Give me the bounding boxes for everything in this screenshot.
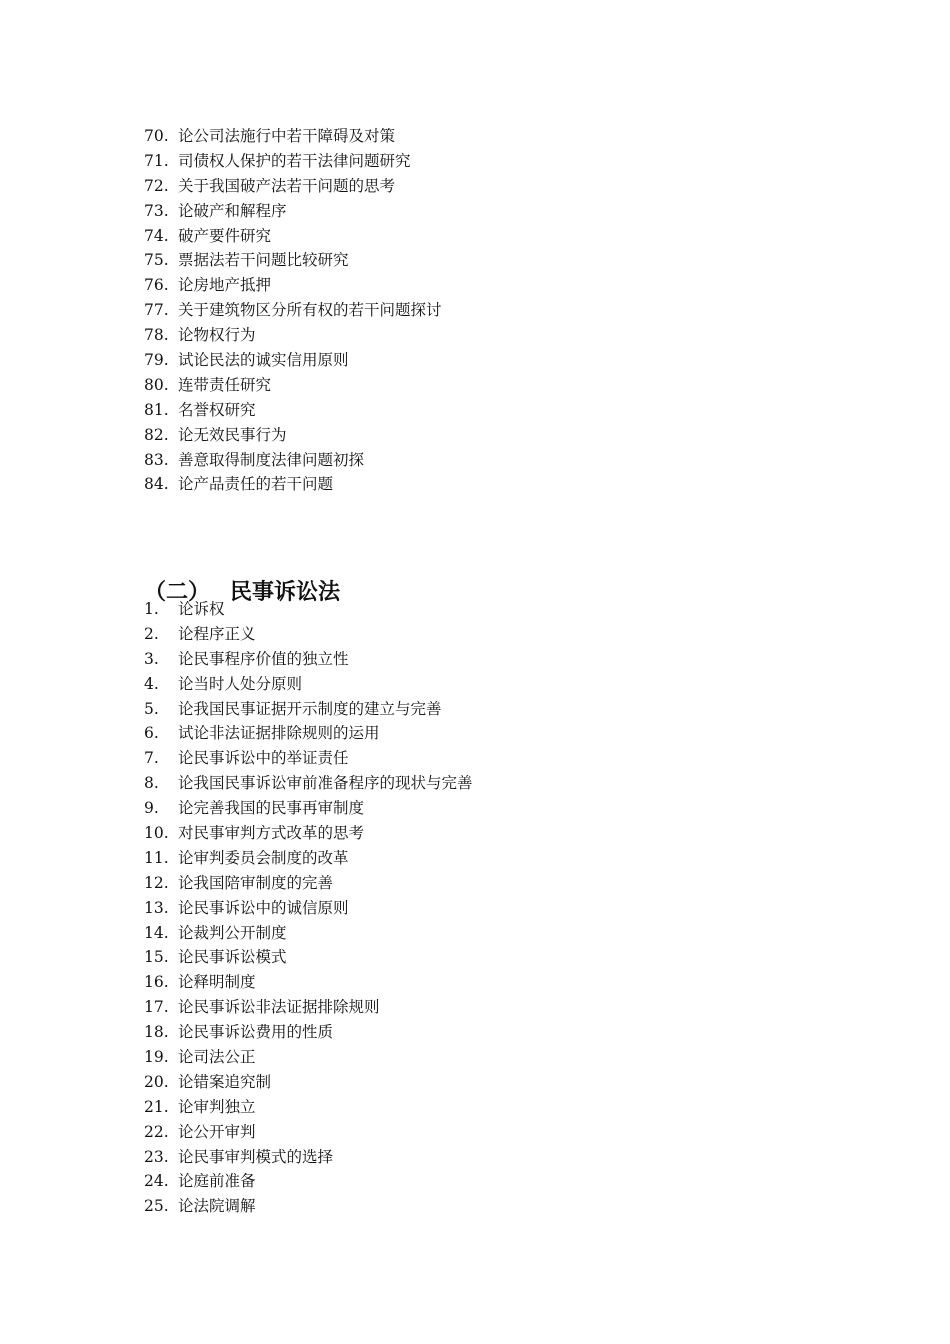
item-text: 论法院调解 <box>178 1197 256 1216</box>
item-number: 5. <box>144 699 159 718</box>
list-item <box>144 323 442 348</box>
section-heading-title: 民事诉讼法 <box>230 579 341 606</box>
list-item <box>144 1020 473 1045</box>
list-item <box>144 373 442 398</box>
item-text: 论释明制度 <box>178 973 256 992</box>
list-item <box>144 622 473 647</box>
item-number: 1. <box>144 600 159 618</box>
item-text: 试论非法证据排除规则的运用 <box>178 724 380 743</box>
item-text: 论裁判公开制度 <box>178 923 287 942</box>
item-text: 关于建筑物区分所有权的若干问题探讨 <box>178 301 442 320</box>
item-number: 13. <box>144 898 169 917</box>
list-item <box>144 1120 473 1145</box>
item-number: 10. <box>144 824 169 843</box>
item-text: 论审判委员会制度的改革 <box>178 848 349 867</box>
item-number: 25. <box>144 1197 169 1216</box>
list-item <box>144 821 473 846</box>
list-item <box>144 1145 473 1170</box>
list-item <box>144 647 473 672</box>
item-number: 79. <box>144 351 169 370</box>
item-number: 4. <box>144 674 159 693</box>
item-number: 8. <box>144 774 159 793</box>
list-item <box>144 1045 473 1070</box>
item-text: 连带责任研究 <box>178 375 272 394</box>
item-number: 80. <box>144 375 169 394</box>
item-number: 12. <box>144 873 169 892</box>
list-item <box>144 846 473 871</box>
list-item <box>144 348 442 373</box>
list-item <box>144 149 442 174</box>
item-number: 24. <box>144 1172 169 1191</box>
item-text: 关于我国破产法若干问题的思考 <box>178 176 396 195</box>
item-number: 17. <box>144 998 169 1017</box>
item-text: 论民事审判模式的选择 <box>178 1147 334 1166</box>
item-text: 论公开审判 <box>178 1122 256 1141</box>
item-text: 论庭前准备 <box>178 1172 256 1191</box>
item-text: 对民事审判方式改革的思考 <box>178 824 365 843</box>
list-item <box>144 248 442 273</box>
list-item <box>144 448 442 473</box>
item-number: 21. <box>144 1097 169 1116</box>
list-item <box>144 174 442 199</box>
item-number: 82. <box>144 425 169 444</box>
item-number: 7. <box>144 749 159 768</box>
item-text: 论我国陪审制度的完善 <box>178 873 334 892</box>
item-text: 试论民法的诚实信用原则 <box>178 351 349 370</box>
list-item <box>144 398 442 423</box>
list-item <box>144 1194 473 1219</box>
item-text: 论诉权 <box>178 600 225 618</box>
item-number: 9. <box>144 799 159 818</box>
item-text: 善意取得制度法律问题初探 <box>178 450 365 469</box>
item-text: 论程序正义 <box>178 624 256 643</box>
list-item <box>144 597 473 622</box>
item-text: 论审判独立 <box>178 1097 256 1116</box>
item-text: 论破产和解程序 <box>178 201 287 220</box>
item-text: 论当时人处分原则 <box>178 674 303 693</box>
item-text: 论民事诉讼非法证据排除规则 <box>178 998 380 1017</box>
item-number: 11. <box>144 848 169 867</box>
list-item <box>144 796 473 821</box>
item-text: 论我国民事诉讼审前准备程序的现状与完善 <box>178 774 473 793</box>
item-number: 75. <box>144 251 169 270</box>
item-text: 论民事诉讼费用的性质 <box>178 1023 334 1042</box>
item-text: 论错案追究制 <box>178 1072 272 1091</box>
item-number: 15. <box>144 948 169 967</box>
list-item <box>144 1169 473 1194</box>
list-item <box>144 423 442 448</box>
topic-list-top <box>144 124 442 497</box>
item-number: 20. <box>144 1072 169 1091</box>
item-number: 16. <box>144 973 169 992</box>
item-number: 71. <box>144 151 169 170</box>
item-number: 19. <box>144 1048 169 1067</box>
item-text: 论产品责任的若干问题 <box>178 475 334 494</box>
section-heading-number: （二） <box>144 579 211 606</box>
item-text: 论房地产抵押 <box>178 276 272 295</box>
list-item <box>144 672 473 697</box>
list-item <box>144 224 442 249</box>
list-item <box>144 472 442 497</box>
item-number: 74. <box>144 226 169 245</box>
item-text: 司债权人保护的若干法律问题研究 <box>178 151 411 170</box>
list-item <box>144 970 473 995</box>
item-text: 论公司法施行中若干障碍及对策 <box>178 127 396 145</box>
list-item <box>144 1070 473 1095</box>
list-item <box>144 746 473 771</box>
item-text: 名誉权研究 <box>178 400 256 419</box>
item-number: 72. <box>144 176 169 195</box>
list-item <box>144 995 473 1020</box>
item-text: 论司法公正 <box>178 1048 256 1067</box>
item-text: 论无效民事行为 <box>178 425 287 444</box>
item-number: 77. <box>144 301 169 320</box>
item-text: 破产要件研究 <box>178 226 272 245</box>
item-text: 论民事程序价值的独立性 <box>178 649 349 668</box>
item-number: 81. <box>144 400 169 419</box>
item-number: 18. <box>144 1023 169 1042</box>
item-text: 论我国民事证据开示制度的建立与完善 <box>178 699 442 718</box>
item-number: 83. <box>144 450 169 469</box>
list-item <box>144 771 473 796</box>
item-number: 14. <box>144 923 169 942</box>
item-number: 2. <box>144 624 159 643</box>
item-number: 22. <box>144 1122 169 1141</box>
list-item <box>144 921 473 946</box>
list-item <box>144 273 442 298</box>
item-text: 论民事诉讼中的诚信原则 <box>178 898 349 917</box>
list-item <box>144 721 473 746</box>
list-item <box>144 871 473 896</box>
list-item <box>144 298 442 323</box>
list-item <box>144 124 442 149</box>
item-number: 3. <box>144 649 159 668</box>
list-item <box>144 199 442 224</box>
list-item <box>144 945 473 970</box>
item-number: 78. <box>144 326 169 345</box>
item-text: 论民事诉讼模式 <box>178 948 287 967</box>
list-item <box>144 697 473 722</box>
item-number: 76. <box>144 276 169 295</box>
list-item <box>144 896 473 921</box>
list-item <box>144 1095 473 1120</box>
topic-list-civil-procedure <box>144 597 473 1219</box>
item-number: 6. <box>144 724 159 743</box>
item-number: 23. <box>144 1147 169 1166</box>
item-number: 73. <box>144 201 169 220</box>
item-text: 票据法若干问题比较研究 <box>178 251 349 270</box>
item-number: 70. <box>144 127 169 145</box>
item-number: 84. <box>144 475 169 494</box>
item-text: 论民事诉讼中的举证责任 <box>178 749 349 768</box>
item-text: 论完善我国的民事再审制度 <box>178 799 365 818</box>
item-text: 论物权行为 <box>178 326 256 345</box>
